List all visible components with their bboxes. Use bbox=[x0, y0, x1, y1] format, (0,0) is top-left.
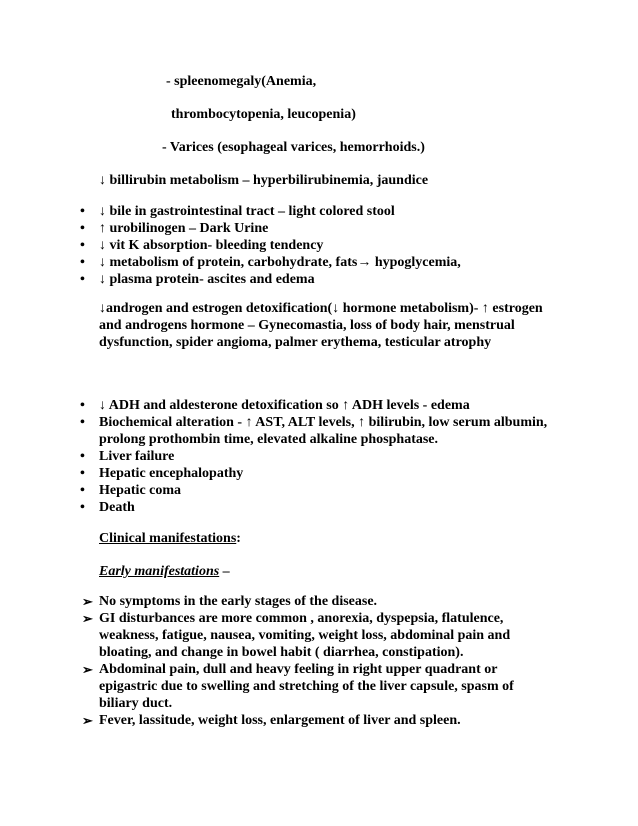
bullet-icon: • bbox=[80, 483, 85, 498]
list-item: Liver failure bbox=[99, 449, 175, 464]
list-item: GI disturbances are more common , anorexia, dyspepsia, flatulence, bbox=[99, 611, 504, 626]
list-item-continuation: epigastric due to swelling and stretching of the liver capsule, spasm of bbox=[99, 679, 514, 694]
paragraph-line: and androgens hormone – Gynecomastia, loss of body hair, menstrual bbox=[99, 318, 515, 333]
text-billirubin: ↓ billirubin metabolism – hyperbilirubinemia, jaundice bbox=[99, 173, 429, 188]
list-item: ↓ vit K absorption- bleeding tendency bbox=[99, 238, 324, 253]
arrow-bullet-icon: ➢ bbox=[82, 594, 93, 609]
bullet-icon: • bbox=[80, 466, 85, 481]
bullet-icon: • bbox=[80, 449, 85, 464]
list-item-continuation: weakness, fatigue, nausea, vomiting, weight loss, abdominal pain and bbox=[99, 628, 511, 643]
list-item: Hepatic coma bbox=[99, 483, 182, 498]
list-item-continuation: prolong prothombin time, elevated alkaline phosphatase. bbox=[99, 432, 439, 447]
text-thrombocytopenia: thrombocytopenia, leucopenia) bbox=[171, 107, 356, 122]
list-item: ↓ plasma protein- ascites and edema bbox=[99, 272, 315, 287]
bullet-icon: • bbox=[80, 221, 85, 236]
list-item: ↑ urobilinogen – Dark Urine bbox=[99, 221, 269, 236]
bullet-icon: • bbox=[80, 415, 85, 430]
bullet-icon: • bbox=[80, 238, 85, 253]
list-item: Hepatic encephalopathy bbox=[99, 466, 244, 481]
bullet-icon: • bbox=[80, 204, 85, 219]
list-item: Biochemical alteration - ↑ AST, ALT levels, ↑ bilirubin, low serum albumin, bbox=[99, 415, 548, 430]
paragraph-line: dysfunction, spider angioma, palmer erythema, testicular atrophy bbox=[99, 335, 492, 350]
list-item-continuation: biliary duct. bbox=[99, 696, 173, 711]
clinical-heading-colon: : bbox=[236, 531, 241, 546]
arrow-bullet-icon: ➢ bbox=[82, 713, 93, 728]
early-manifestations-heading bbox=[99, 563, 230, 580]
early-heading-dash: – bbox=[219, 564, 230, 579]
list-item-continuation: bloating, and change in bowel habit ( diarrhea, constipation). bbox=[99, 645, 464, 660]
list-item: Fever, lassitude, weight loss, enlargement of liver and spleen. bbox=[99, 713, 461, 728]
bullet-icon: • bbox=[80, 255, 85, 270]
early-heading-text: Early manifestations bbox=[99, 564, 220, 579]
bullet-icon: • bbox=[80, 272, 85, 287]
text-varices: - Varices (esophageal varices, hemorrhoids.) bbox=[162, 140, 425, 155]
list-item: ↓ metabolism of protein, carbohydrate, fats→ hypoglycemia, bbox=[99, 255, 461, 270]
clinical-manifestations-heading bbox=[99, 530, 241, 547]
bullet-icon: • bbox=[80, 500, 85, 515]
list-item: Death bbox=[99, 500, 135, 515]
paragraph-line: ↓androgen and estrogen detoxification(↓ hormone metabolism)- ↑ estrogen bbox=[99, 301, 543, 316]
list-item: ↓ ADH and aldesterone detoxification so ↑ ADH levels - edema bbox=[99, 398, 470, 413]
bullet-icon: • bbox=[80, 398, 85, 413]
arrow-bullet-icon: ➢ bbox=[82, 611, 93, 626]
arrow-bullet-icon: ➢ bbox=[82, 662, 93, 677]
list-item: No symptoms in the early stages of the disease. bbox=[99, 594, 378, 609]
clinical-heading-text: Clinical manifestations bbox=[99, 531, 237, 546]
text-spleenomegaly: - spleenomegaly(Anemia, bbox=[166, 74, 317, 89]
list-item: Abdominal pain, dull and heavy feeling in right upper quadrant or bbox=[99, 662, 498, 677]
list-item: ↓ bile in gastrointestinal tract – light colored stool bbox=[99, 204, 395, 219]
